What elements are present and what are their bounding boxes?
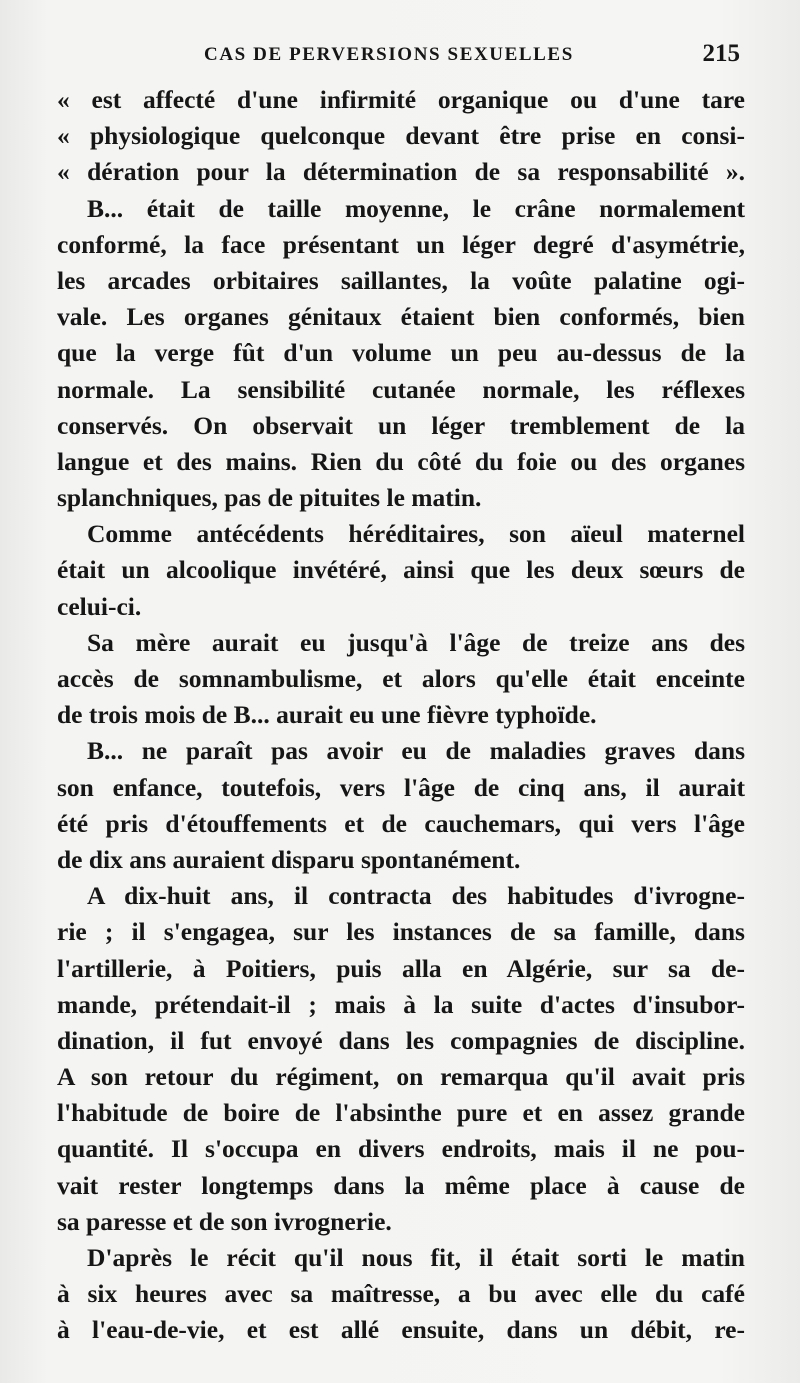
text-line: son enfance, toutefois, vers l'âge de cinq ans, il aurait <box>57 772 745 802</box>
text-line: normale. La sensibilité cutanée normale, les réflexes <box>57 374 745 404</box>
text-line: Sa mère aurait eu jusqu'à l'âge de treize ans des <box>87 627 745 657</box>
text-line: l'habitude de boire de l'absinthe pure et en assez grande <box>57 1098 745 1128</box>
text-line: les arcades orbitaires saillantes, la voûte palatine ogi- <box>57 265 745 295</box>
text-line: été pris d'étouffements et de cauchemars, qui vers l'âge <box>57 808 745 838</box>
running-title: CAS DE PERVERSIONS SEXUELLES <box>204 44 574 65</box>
body-text <box>57 82 745 1349</box>
text-line: mande, prétendait-il ; mais à la suite d'actes d'insubor- <box>57 989 745 1019</box>
text-line: vait rester longtemps dans la même place à cause de <box>57 1170 745 1200</box>
text-line: splanchniques, pas de pituites le matin. <box>57 483 482 513</box>
text-line: B... ne paraît pas avoir eu de maladies graves dans <box>87 736 745 766</box>
text-line: B... était de taille moyenne, le crâne normalement <box>87 193 745 223</box>
text-line: « physiologique quelconque devant être prise en consi- <box>57 121 745 151</box>
text-line: conservés. On observait un léger tremblement de la <box>57 410 745 440</box>
text-line: que la verge fût d'un volume un peu au-dessus de la <box>57 338 745 368</box>
text-line: Comme antécédents héréditaires, son aïeul maternel <box>87 519 745 549</box>
page-number: 215 <box>702 40 740 67</box>
text-line: « dération pour la détermination de sa responsabilité ». <box>57 157 745 187</box>
text-line: sa paresse et de son ivrognerie. <box>57 1206 392 1236</box>
text-line: était un alcoolique invétéré, ainsi que les deux sœurs de <box>57 555 745 585</box>
text-line: celui-ci. <box>57 591 142 621</box>
text-line: l'artillerie, à Poitiers, puis alla en Algérie, sur sa de- <box>57 953 745 983</box>
text-line: rie ; il s'engagea, sur les instances de sa famille, dans <box>57 917 745 947</box>
text-line: accès de somnambulisme, et alors qu'elle était enceinte <box>57 664 745 693</box>
text-line: à l'eau-de-vie, et est allé ensuite, dans un débit, re- <box>57 1315 745 1345</box>
text-line: « est affecté d'une infirmité organique ou d'une tare <box>57 85 745 114</box>
text-line: de trois mois de B... aurait eu une fièvre typhoïde. <box>57 700 597 730</box>
text-line: A dix-huit ans, il contracta des habitudes d'ivrogne- <box>87 881 745 911</box>
text-line: à six heures avec sa maîtresse, a bu avec elle du café <box>57 1279 745 1309</box>
page-header <box>56 40 744 80</box>
text-line: A son retour du régiment, on remarqua qu'il avait pris <box>57 1062 745 1092</box>
text-line: de dix ans auraient disparu spontanément. <box>57 844 521 874</box>
text-line: dination, il fut envoyé dans les compagnies de discipline. <box>57 1025 745 1055</box>
text-line: conformé, la face présentant un léger degré d'asymétrie, <box>57 229 745 259</box>
text-line: D'après le récit qu'il nous fit, il était sorti le matin <box>87 1243 745 1272</box>
text-line: langue et des mains. Rien du côté du foie ou des organes <box>57 446 745 476</box>
text-line: quantité. Il s'occupa en divers endroits, mais il ne pou- <box>57 1134 745 1164</box>
text-line: vale. Les organes génitaux étaient bien conformés, bien <box>57 302 745 332</box>
